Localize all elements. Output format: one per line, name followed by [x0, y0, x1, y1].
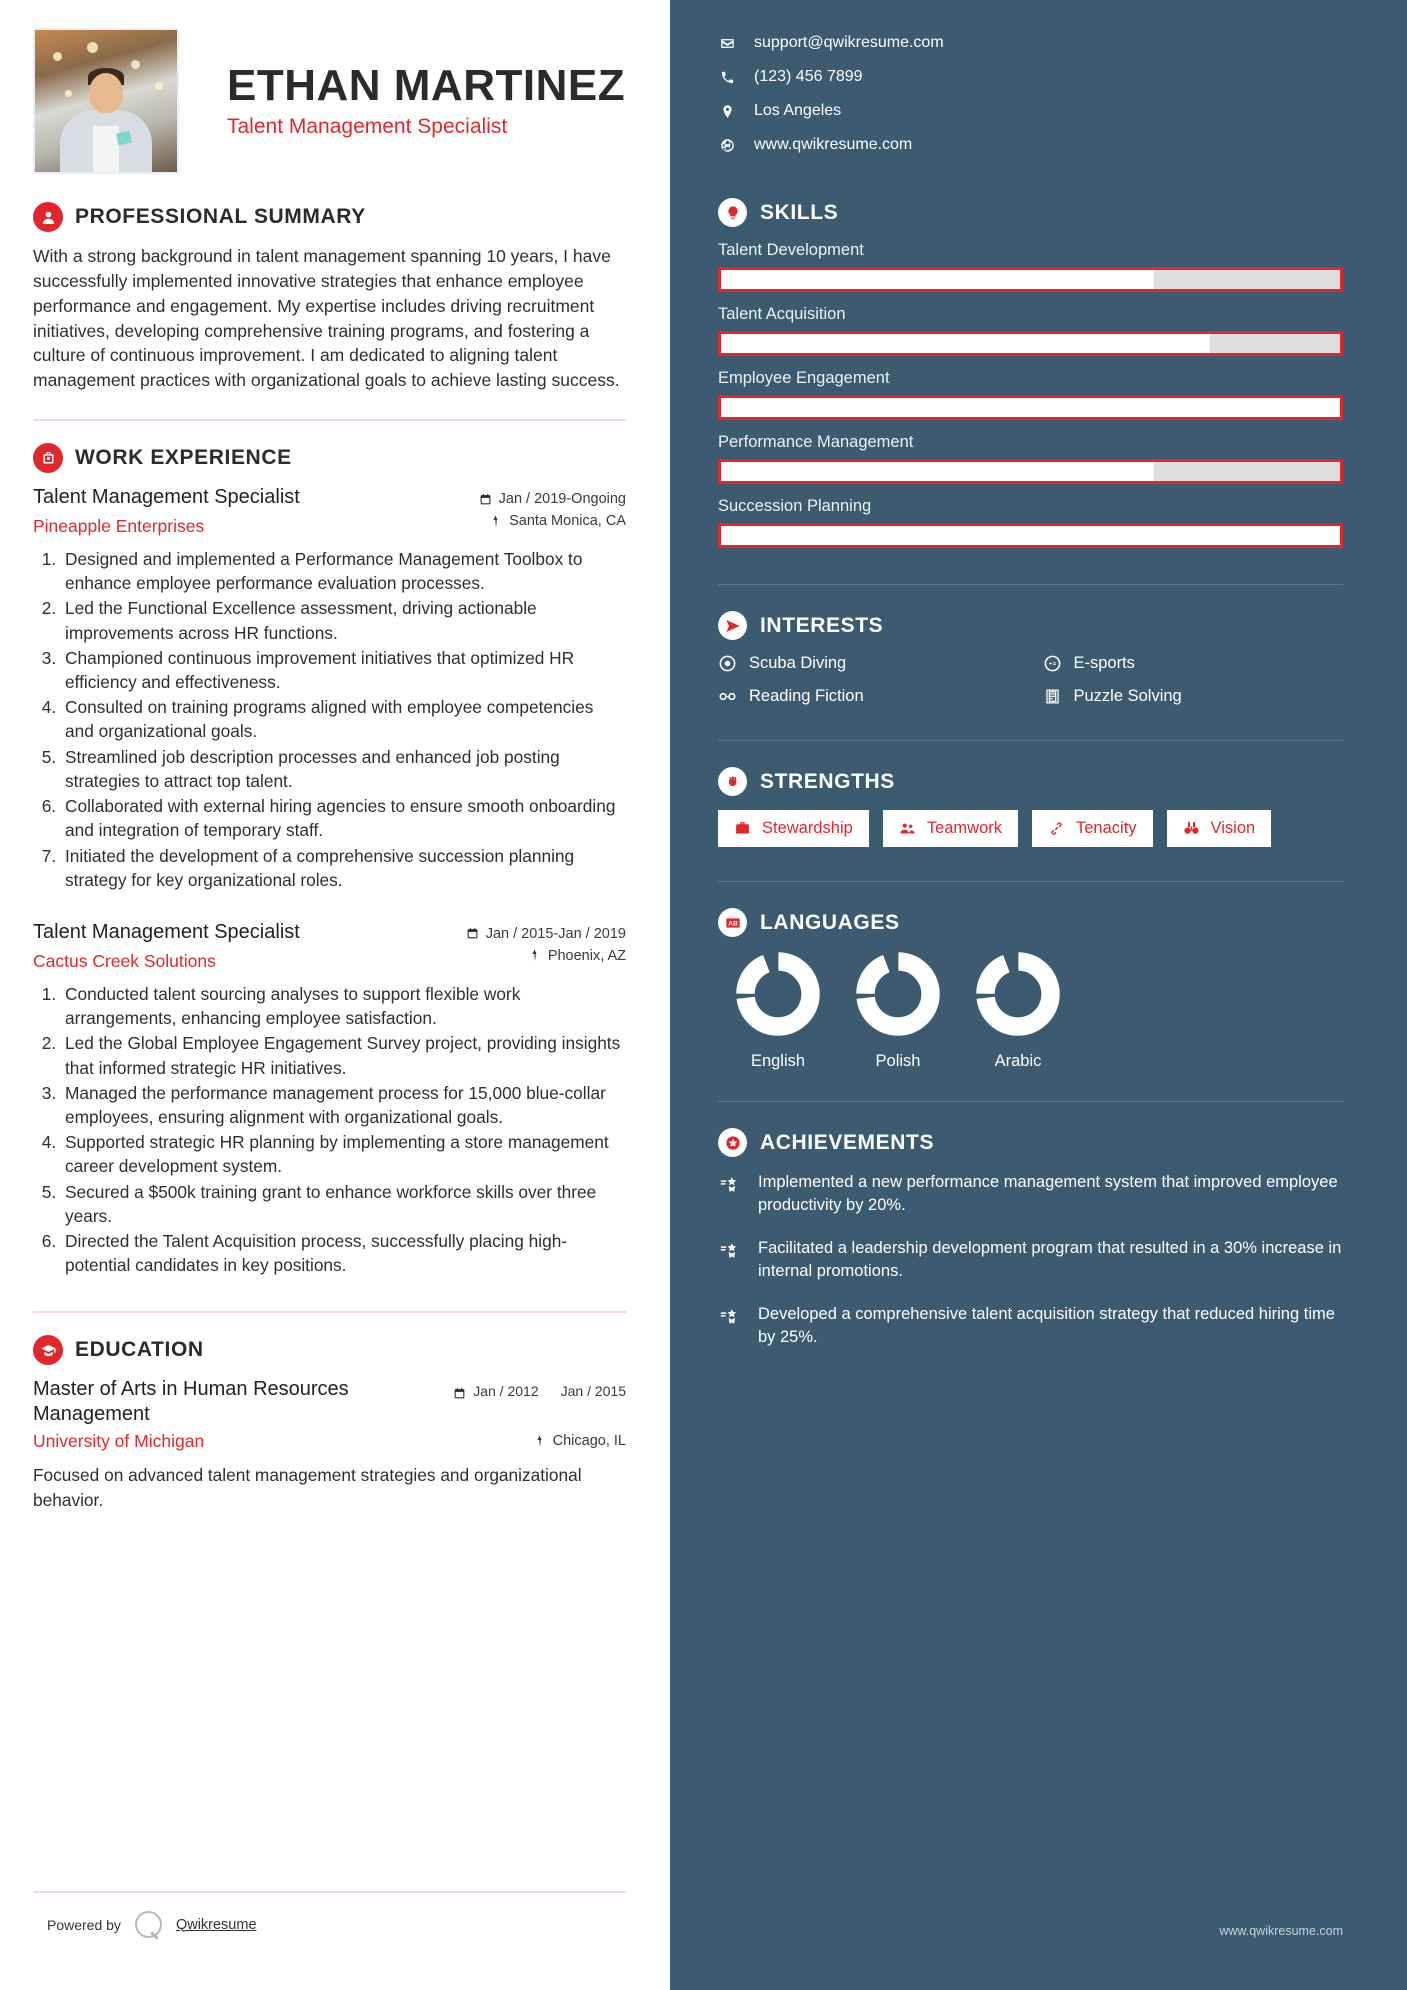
- divider: [33, 419, 626, 421]
- skill-label: Succession Planning: [718, 497, 872, 515]
- pin-icon: [489, 515, 502, 528]
- skill-progress-bar: [718, 395, 1343, 420]
- strength-chip: [718, 810, 869, 847]
- section-header: [718, 198, 1343, 227]
- skill-row: [718, 369, 1343, 420]
- interest-item: [1043, 687, 1344, 706]
- lightbulb-icon: [718, 198, 747, 227]
- work-bullets-list: [61, 982, 626, 1277]
- education-degree: Master of Arts in Human Resources Management: [33, 1378, 349, 1426]
- skill-progress-remainder: [1154, 270, 1340, 289]
- list-item: 5. Streamlined job description processes and enhanced job posting strategies to attract top talent.: [61, 745, 626, 793]
- divider: [718, 584, 1343, 585]
- language-donut-chart: [855, 951, 941, 1037]
- section-title: PROFESSIONAL SUMMARY: [75, 205, 366, 228]
- binoculars-icon: [1183, 820, 1200, 837]
- language-item: [838, 951, 958, 1071]
- list-item: 1. Conducted talent sourcing analyses to support flexible work arrangements, enhancing employee satisfaction.: [61, 982, 626, 1030]
- work-location-text: Phoenix, AZ: [547, 947, 626, 964]
- summary-text: With a strong background in talent management spanning 10 years, I have successfully implemented innovative strategies that enhance employee performance and engagement. My expertise includes driving recruitment initiatives, developing comprehensive training programs, and fostering a culture of continuous improvement. I am dedicated to aligning talent management practices with organizational goals to achieve lasting success.: [33, 246, 620, 391]
- calendar-icon: [479, 493, 492, 506]
- glasses-icon: [718, 687, 737, 706]
- skill-row: [718, 433, 1343, 484]
- language-donut-chart: [735, 951, 821, 1037]
- interest-label: Puzzle Solving: [1073, 687, 1182, 705]
- contact-phone[interactable]: [718, 68, 1343, 86]
- strength-label: Stewardship: [762, 819, 853, 837]
- education-date-start: Jan / 2012: [473, 1383, 539, 1400]
- left-footer: [33, 1891, 626, 1938]
- list-item: 3. Managed the performance management process for 15,000 blue-collar employees, ensuring alignment with organizational goals.: [61, 1081, 626, 1129]
- ribbon-star-icon: [718, 1237, 742, 1283]
- divider: [33, 1891, 626, 1893]
- work-job-title: Talent Management Specialist: [33, 920, 300, 943]
- divider: [718, 1101, 1343, 1102]
- language-label: Arabic: [994, 1052, 1042, 1070]
- list-item: 6. Collaborated with external hiring agencies to ensure smooth onboarding and integration of temporary staff.: [61, 794, 626, 842]
- contact-email-text: support@qwikresume.com: [754, 34, 944, 51]
- contact-phone-text: (123) 456 7899: [754, 68, 863, 85]
- phone-icon: [718, 70, 736, 85]
- list-item: 5. Secured a $500k training grant to enhance workforce skills over three years.: [61, 1180, 626, 1228]
- skill-progress-remainder: [1210, 334, 1340, 353]
- list-item: 7. Initiated the development of a comprehensive succession planning strategy for key organizational roles.: [61, 844, 626, 892]
- list-item: 1. Designed and implemented a Performance Management Toolbox to enhance employee performance evaluation processes.: [61, 547, 626, 595]
- ab-translate-icon: [718, 908, 747, 937]
- strength-label: Teamwork: [926, 819, 1002, 837]
- contact-email[interactable]: [718, 34, 1343, 52]
- education-dates: [453, 1383, 626, 1401]
- paper-plane-icon: [718, 611, 747, 640]
- section-interests: [718, 611, 1343, 706]
- section-header: [33, 1335, 626, 1365]
- divider: [718, 740, 1343, 741]
- strength-chip: [883, 810, 1018, 847]
- work-date-text: Jan / 2019-Ongoing: [498, 491, 626, 508]
- right-sidebar: [670, 0, 1407, 1990]
- divider: [33, 1311, 626, 1313]
- name-block: [179, 60, 626, 139]
- interest-item: [718, 687, 1019, 706]
- education-description: Focused on advanced talent management strategies and organizational behavior.: [33, 1465, 582, 1510]
- achievement-text: Developed a comprehensive talent acquisition strategy that reduced hiring time by 25%.: [758, 1305, 1335, 1347]
- work-job-title: Talent Management Specialist: [33, 486, 300, 509]
- achievement-item: [718, 1171, 1343, 1217]
- contact-website[interactable]: [718, 136, 1343, 154]
- skill-progress-bar: [718, 523, 1343, 548]
- fist-icon: [718, 767, 747, 796]
- strength-label: Tenacity: [1076, 819, 1137, 837]
- section-work-experience: [33, 443, 626, 1277]
- page-title: ETHAN MARTINEZ: [227, 60, 626, 110]
- work-location-text: Santa Monica, CA: [509, 513, 626, 530]
- list-item: 4. Supported strategic HR planning by implementing a store management career development system.: [61, 1130, 626, 1178]
- skill-label: Talent Acquisition: [718, 305, 846, 323]
- language-item: [718, 951, 838, 1071]
- scuba-mask-icon: [718, 654, 737, 673]
- section-header: [718, 767, 1343, 796]
- work-meta: [466, 920, 626, 970]
- toolbox-icon: [734, 820, 751, 837]
- powered-by-label: Powered by: [47, 1916, 121, 1933]
- education-location: [533, 1433, 626, 1449]
- left-column: [0, 0, 670, 1990]
- pin-icon: [528, 949, 541, 962]
- language-donut-chart: [975, 951, 1061, 1037]
- profile-photo: [33, 28, 179, 174]
- section-title: WORK EXPERIENCE: [75, 446, 292, 470]
- skill-row: [718, 241, 1343, 292]
- education-meta: [453, 1377, 626, 1407]
- resume-header: [33, 28, 626, 174]
- work-entry: [33, 485, 626, 892]
- languages-row: [718, 951, 1343, 1071]
- map-pin-icon: [718, 104, 736, 119]
- work-date: [479, 491, 626, 507]
- strength-chip: [1167, 810, 1272, 847]
- ribbon-star-icon: [718, 1171, 742, 1217]
- work-meta: [479, 485, 626, 535]
- achievement-text: Facilitated a leadership development program that resulted in a 30% increase in internal promotions.: [758, 1239, 1342, 1281]
- contact-location-text: Los Angeles: [754, 102, 842, 119]
- section-header: [718, 611, 1343, 640]
- skill-label: Employee Engagement: [718, 369, 890, 387]
- achievement-text: Implemented a new performance management system that improved employee productivity by 20%.: [758, 1173, 1338, 1215]
- section-title: INTERESTS: [760, 613, 884, 637]
- section-title: EDUCATION: [75, 1338, 204, 1362]
- work-bullets-list: [61, 547, 626, 892]
- education-date-end: Jan / 2015: [560, 1383, 626, 1400]
- education-location-text: Chicago, IL: [552, 1433, 626, 1450]
- work-location: [479, 513, 626, 529]
- work-company: Cactus Creek Solutions: [33, 950, 216, 971]
- skill-label: Talent Development: [718, 241, 864, 259]
- education-entry: [33, 1377, 626, 1511]
- sidebar-footer-url: www.qwikresume.com: [1219, 1924, 1343, 1938]
- section-header: [718, 908, 1343, 937]
- pin-icon: [533, 1435, 546, 1448]
- work-entry: [33, 920, 626, 1277]
- section-title: LANGUAGES: [760, 910, 900, 934]
- work-location: [466, 948, 626, 964]
- section-skills: [718, 198, 1343, 548]
- skill-row: [718, 497, 1343, 548]
- envelope-icon: [718, 36, 736, 51]
- skill-progress-bar: [718, 331, 1343, 356]
- list-item: 6. Directed the Talent Acquisition process, successfully placing high-potential candidates in key positions.: [61, 1229, 626, 1277]
- list-item: 3. Championed continuous improvement initiatives that optimized HR efficiency and effectiveness.: [61, 646, 626, 694]
- interest-item: [718, 654, 1019, 673]
- contact-location[interactable]: [718, 102, 1343, 120]
- puzzle-icon: [1043, 687, 1062, 706]
- achievement-item: [718, 1303, 1343, 1349]
- section-header: [718, 1128, 1343, 1157]
- achievement-item: [718, 1237, 1343, 1283]
- calendar-icon: [466, 927, 479, 940]
- calendar-icon: [453, 1387, 466, 1400]
- briefcase-person-icon: [33, 443, 63, 473]
- section-professional-summary: [33, 202, 626, 393]
- skill-progress-bar: [718, 267, 1343, 292]
- user-circle-icon: [33, 202, 63, 232]
- section-achievements: [718, 1128, 1343, 1350]
- section-title: ACHIEVEMENTS: [760, 1130, 935, 1154]
- work-date-text: Jan / 2015-Jan / 2019: [485, 925, 626, 942]
- work-date: [466, 926, 626, 942]
- gamepad-icon: [1043, 654, 1062, 673]
- section-title: STRENGTHS: [760, 769, 895, 793]
- list-item: 4. Consulted on training programs aligned with employee competencies and organizational goals.: [61, 695, 626, 743]
- globe-icon: [718, 138, 736, 153]
- skill-progress-bar: [718, 459, 1343, 484]
- contact-list: [718, 34, 1343, 154]
- section-header: [33, 202, 626, 232]
- language-label: English: [750, 1052, 806, 1070]
- interest-label: Scuba Diving: [749, 654, 847, 672]
- interest-label: E-sports: [1073, 654, 1135, 672]
- interests-grid: [718, 654, 1343, 706]
- strength-chip: [1032, 810, 1153, 847]
- qwikresume-link[interactable]: Qwikresume: [175, 1916, 257, 1933]
- divider: [718, 881, 1343, 882]
- ribbon-star-icon: [718, 1303, 742, 1349]
- chain-link-icon: [1048, 820, 1065, 837]
- work-company: Pineapple Enterprises: [33, 516, 205, 537]
- job-role-subtitle: Talent Management Specialist: [227, 115, 508, 139]
- strengths-list: [718, 810, 1343, 847]
- list-item: 2. Led the Functional Excellence assessment, driving actionable improvements across HR functions.: [61, 596, 626, 644]
- section-title: SKILLS: [760, 200, 839, 224]
- section-header: [33, 443, 626, 473]
- strength-label: Vision: [1210, 819, 1256, 837]
- section-education: [33, 1335, 626, 1511]
- list-item: 2. Led the Global Employee Engagement Survey project, providing insights that informed strategic HR initiatives.: [61, 1031, 626, 1079]
- section-languages: [718, 908, 1343, 1071]
- section-strengths: [718, 767, 1343, 847]
- education-school: University of Michigan: [33, 1431, 205, 1452]
- skill-label: Performance Management: [718, 433, 914, 451]
- qwikresume-q-icon: [135, 1911, 162, 1938]
- svg-text:AB: AB: [727, 920, 738, 928]
- interest-label: Reading Fiction: [749, 687, 864, 705]
- contact-website-text: www.qwikresume.com: [754, 136, 913, 153]
- graduation-cap-icon: [33, 1335, 63, 1365]
- users-icon: [899, 820, 916, 837]
- skill-progress-remainder: [1154, 462, 1340, 481]
- interest-item: [1043, 654, 1344, 673]
- language-label: Polish: [875, 1052, 921, 1070]
- star-badge-icon: [718, 1128, 747, 1157]
- language-item: [958, 951, 1078, 1071]
- skill-row: [718, 305, 1343, 356]
